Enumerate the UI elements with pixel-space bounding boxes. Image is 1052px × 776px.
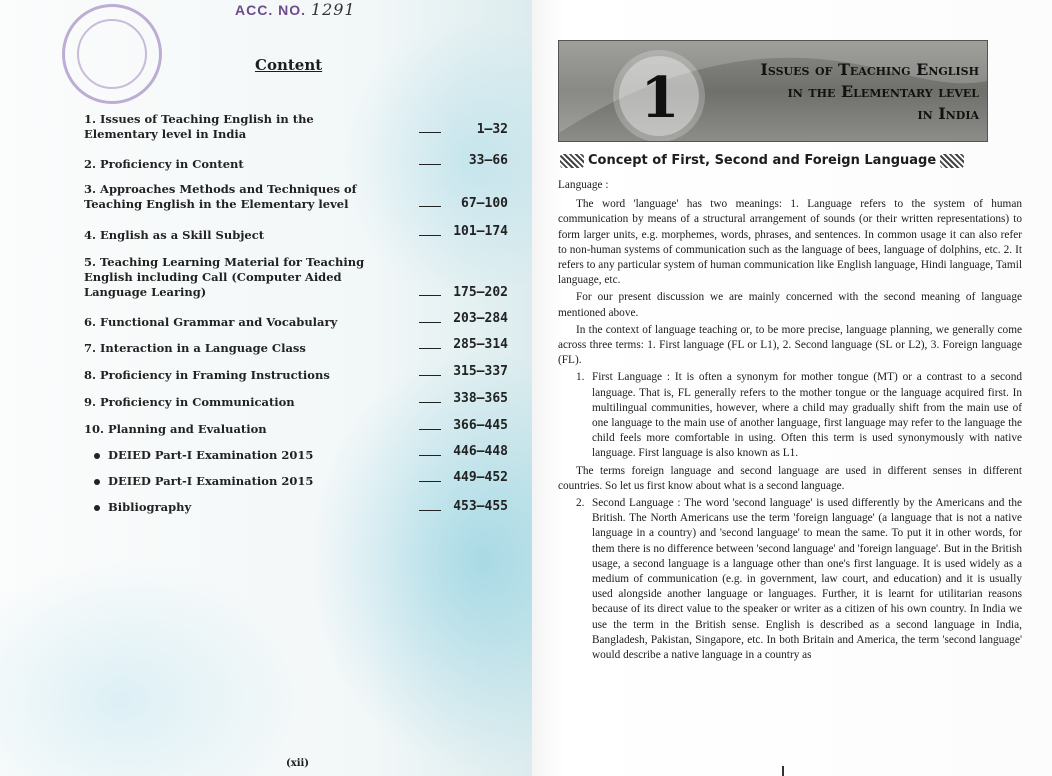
leader-dash (419, 429, 441, 430)
leader-dash (419, 455, 441, 456)
bullet-icon (94, 479, 100, 485)
paragraph: The word 'language' has two meanings: 1. Language refers to the system of human communication by means of a structural arrangement of sounds (or their written representations) to form larger units, e.g. morphemes, words, phrases, and sentences. In common usage it can also refer to non-human systems of communication such as the language of bees, language of dolphins, etc. 2. It refers to any particular system of human communication like English language, Hindi language, Tamil language, etc. (558, 198, 1022, 287)
toc-entry-title: 4. English as a Skill Subject (84, 228, 265, 242)
section-heading: Concept of First, Second and Foreign Language (560, 153, 1000, 175)
toc-entry-title: 5. Teaching Learning Material for Teaching English including Call (Computer Aided Language Learing) (84, 255, 365, 299)
leader-dash (419, 402, 441, 403)
page-mark (782, 766, 784, 776)
leader-dash (419, 206, 441, 207)
paragraph: For our present discussion we are mainly concerned with the second meaning of language mentioned above. (558, 291, 1022, 319)
toc-entry-pages: 449–452 (453, 470, 508, 485)
toc-entry-pages: 203–284 (453, 311, 508, 326)
toc-entry-pages: 101–174 (453, 224, 508, 239)
toc-entry-title: 2. Proficiency in Content (84, 157, 244, 171)
toc-entry-title: DEIED Part-I Examination 2015 (94, 474, 394, 489)
toc-entry-pages: 315–337 (453, 364, 508, 379)
toc-entry-pages: 33–66 (468, 153, 508, 168)
accession-value: 1291 (310, 0, 356, 19)
library-stamp (62, 4, 162, 104)
chapter-title: Issues of Teaching English in the Elementary level in India (760, 60, 979, 123)
leader-dash (419, 481, 441, 482)
paragraph: In the context of language teaching or, to be more precise, language planning, we generally come across three terms: 1. First language (FL or L1), 2. Second language (SL or L2), 3. Foreign language (FL). (558, 323, 1022, 367)
page-folio: (xii) (286, 758, 310, 769)
leader-dash (419, 235, 441, 236)
chapter-body (558, 178, 1022, 665)
toc-entry-pages: 175–202 (453, 285, 508, 300)
toc-entry-pages: 67–100 (461, 196, 508, 211)
toc-entry-pages: 338–365 (453, 391, 508, 406)
toc-entry-title: 6. Functional Grammar and Vocabulary (84, 315, 338, 329)
bullet-icon (94, 505, 100, 511)
leader-dash (419, 348, 441, 349)
toc-entry-title: 7. Interaction in a Language Class (84, 341, 306, 355)
toc-entry-pages: 366–445 (453, 418, 508, 433)
chapter-number: 1 (640, 65, 680, 131)
leader-dash (419, 295, 441, 296)
toc-entry-title: 1. Issues of Teaching English in the Elementary level in India (84, 112, 314, 141)
paragraph: The terms foreign language and second language are used in different senses in different countries. So let us first know about what is a second language. (558, 464, 1022, 492)
toc-entry-pages: 285–314 (453, 337, 508, 352)
toc-entry-pages: 1–32 (476, 122, 508, 137)
ornament-right-icon (940, 154, 964, 168)
toc-entry-title: 3. Approaches Methods and Techniques of Teaching English in the Elementary level (84, 182, 357, 211)
accession-label: ACC. NO. (235, 2, 306, 18)
bullet-icon (94, 453, 100, 459)
toc-entry-title: 10. Planning and Evaluation (84, 422, 267, 436)
language-subheading: Language : (558, 179, 609, 191)
ornament-left-icon (560, 154, 584, 168)
toc-entry-title: DEIED Part-I Examination 2015 (94, 448, 394, 463)
toc-entry-pages: 453–455 (453, 499, 508, 514)
list-item: 1. First Language : It is often a synonym for mother tongue (MT) or a contrast to a second language. That is, FL generally refers to the mother tongue or the language acquired first. In multilingual communities, however, where a child may gradually shift from the main use of one language to the main use of another language, first language may refer to the language the child feels more comfortable in using. Often this term is used synonymously with native language. First language is also known as L1. (576, 371, 1022, 460)
leader-dash (419, 322, 441, 323)
toc-entry-pages: 446–448 (453, 444, 508, 459)
accession-number (235, 0, 356, 19)
toc-entry-title: 9. Proficiency in Communication (84, 395, 295, 409)
right-page (532, 0, 1052, 776)
toc-entry-title: Bibliography (94, 500, 394, 515)
leader-dash (419, 375, 441, 376)
leader-dash (419, 510, 441, 511)
leader-dash (419, 164, 441, 165)
list-item: 2. Second Language : The word 'second language' is used differently by the Americans and the British. The North Americans use the term 'foreign language' (a language that is not a native language in a country) and 'second language' to mean the same. To put it in other words, for them there is no difference between 'second language' and 'foreign language'. But in the British usage, a second language is a language other than one's first language. It is used widely as a medium of communication (e.g. in government, law court, and education) and it is usually used alongside another language or languages. Further, it is learnt for utilitarian reasons because of its direct value to the speaker or writer as a citizen of his own country. In India we use the term in the British sense. English is described as a second language in India, Bangladesh, Pakistan, Singapore, etc. In both Britain and America, the term 'second language' would describe a native language in a country as (576, 497, 1022, 662)
leader-dash (419, 132, 441, 133)
chapter-banner (558, 40, 988, 142)
contents-heading: Content (255, 56, 323, 74)
toc-entry-title: 8. Proficiency in Framing Instructions (84, 368, 330, 382)
